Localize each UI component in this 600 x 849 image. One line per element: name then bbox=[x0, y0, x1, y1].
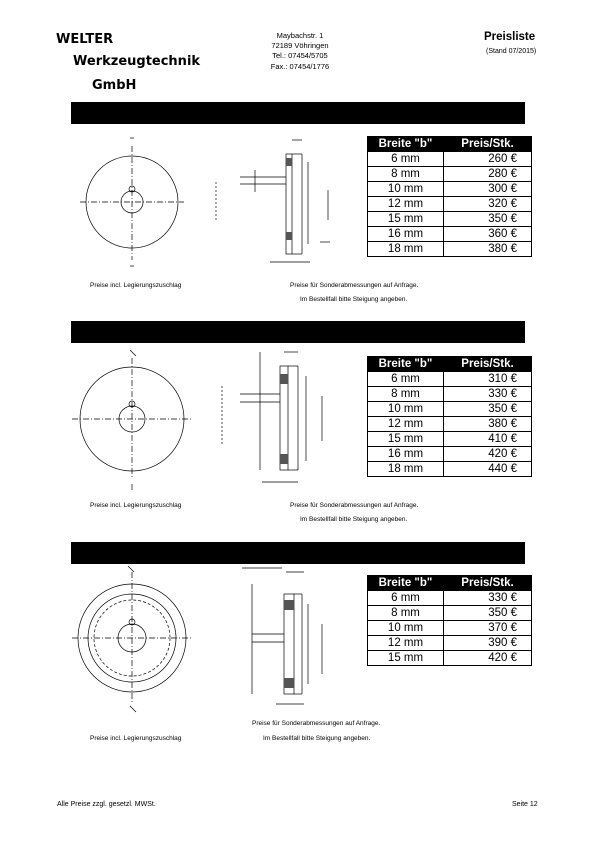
column-header-width: Breite "b" bbox=[368, 137, 444, 152]
section-1-drawing bbox=[80, 132, 370, 278]
footer-vat-note: Alle Preise zzgl. gesetzl. MWSt. bbox=[57, 801, 156, 808]
address-street: Maybachstr. 1 bbox=[276, 31, 324, 40]
width-cell: 6 mm bbox=[368, 152, 444, 167]
width-cell: 8 mm bbox=[368, 167, 444, 182]
table-row bbox=[368, 242, 532, 257]
width-cell: 12 mm bbox=[368, 197, 444, 212]
width-cell: 6 mm bbox=[368, 372, 444, 387]
company-name-line2: Werkzeugtechnik bbox=[73, 54, 201, 69]
column-header-price: Preis/Stk. bbox=[444, 576, 532, 591]
table-row bbox=[368, 212, 532, 227]
table-row bbox=[368, 152, 532, 167]
width-cell: 12 mm bbox=[368, 636, 444, 651]
price-cell: 360 € bbox=[444, 227, 532, 242]
company-address bbox=[240, 31, 360, 72]
note-special-sizes: Preise für Sonderabmessungen auf Anfrage. bbox=[290, 502, 419, 509]
column-header-price: Preis/Stk. bbox=[444, 357, 532, 372]
width-cell: 8 mm bbox=[368, 606, 444, 621]
table-row bbox=[368, 636, 532, 651]
price-cell: 380 € bbox=[444, 417, 532, 432]
table-row bbox=[368, 372, 532, 387]
price-cell: 420 € bbox=[444, 651, 532, 666]
price-cell: 380 € bbox=[444, 242, 532, 257]
section-1-bar bbox=[71, 102, 525, 124]
column-header-width: Breite "b" bbox=[368, 576, 444, 591]
table-row bbox=[368, 167, 532, 182]
width-cell: 6 mm bbox=[368, 591, 444, 606]
table-row bbox=[368, 606, 532, 621]
table-row bbox=[368, 621, 532, 636]
width-cell: 8 mm bbox=[368, 387, 444, 402]
price-date: (Stand 07/2015) bbox=[486, 48, 537, 55]
note-alloy-surcharge: Preise incl. Legierungszuschlag bbox=[90, 282, 182, 289]
table-row bbox=[368, 417, 532, 432]
width-cell: 10 mm bbox=[368, 402, 444, 417]
width-cell: 18 mm bbox=[368, 462, 444, 477]
section-3-drawing bbox=[72, 564, 362, 714]
address-phone: Tel.: 07454/5705 bbox=[272, 51, 328, 61]
price-cell: 350 € bbox=[444, 212, 532, 227]
page-number: Seite 12 bbox=[512, 801, 538, 808]
price-cell: 350 € bbox=[444, 606, 532, 621]
price-cell: 420 € bbox=[444, 447, 532, 462]
price-cell: 390 € bbox=[444, 636, 532, 651]
note-alloy-surcharge: Preise incl. Legierungszuschlag bbox=[90, 735, 182, 742]
price-cell: 330 € bbox=[444, 591, 532, 606]
table-row bbox=[368, 432, 532, 447]
table-row bbox=[368, 591, 532, 606]
price-cell: 260 € bbox=[444, 152, 532, 167]
note-pitch: Im Bestellfall bitte Steigung angeben. bbox=[263, 735, 371, 742]
address-city: 72189 Vöhringen bbox=[271, 41, 329, 51]
note-pitch: Im Bestellfall bitte Steigung angeben. bbox=[300, 296, 408, 303]
table-row bbox=[368, 462, 532, 477]
width-cell: 15 mm bbox=[368, 651, 444, 666]
price-cell: 330 € bbox=[444, 387, 532, 402]
table-row bbox=[368, 651, 532, 666]
address-fax: Fax.: 07454/1776 bbox=[270, 61, 330, 71]
price-cell: 440 € bbox=[444, 462, 532, 477]
width-cell: 16 mm bbox=[368, 227, 444, 242]
section-3-bar bbox=[71, 542, 525, 564]
table-header-row bbox=[368, 357, 532, 372]
table-row bbox=[368, 402, 532, 417]
price-table-2 bbox=[367, 356, 532, 477]
page-title: Preisliste bbox=[484, 31, 536, 43]
column-header-width: Breite "b" bbox=[368, 357, 444, 372]
table-header-row bbox=[368, 137, 532, 152]
table-row bbox=[368, 387, 532, 402]
price-cell: 350 € bbox=[444, 402, 532, 417]
table-row bbox=[368, 197, 532, 212]
column-header-price: Preis/Stk. bbox=[444, 137, 532, 152]
price-cell: 370 € bbox=[444, 621, 532, 636]
width-cell: 15 mm bbox=[368, 212, 444, 227]
section-2-bar bbox=[71, 321, 525, 343]
note-pitch: Im Bestellfall bitte Steigung angeben. bbox=[300, 516, 408, 523]
note-special-sizes: Preise für Sonderabmessungen auf Anfrage. bbox=[252, 720, 381, 727]
width-cell: 10 mm bbox=[368, 621, 444, 636]
width-cell: 16 mm bbox=[368, 447, 444, 462]
price-cell: 300 € bbox=[444, 182, 532, 197]
price-cell: 310 € bbox=[444, 372, 532, 387]
table-row bbox=[368, 447, 532, 462]
table-row bbox=[368, 227, 532, 242]
company-name-line1: WELTER bbox=[56, 32, 114, 47]
table-header-row bbox=[368, 576, 532, 591]
price-cell: 410 € bbox=[444, 432, 532, 447]
note-alloy-surcharge: Preise incl. Legierungszuschlag bbox=[90, 502, 182, 509]
price-cell: 320 € bbox=[444, 197, 532, 212]
width-cell: 18 mm bbox=[368, 242, 444, 257]
price-cell: 280 € bbox=[444, 167, 532, 182]
table-row bbox=[368, 182, 532, 197]
price-table-3 bbox=[367, 575, 532, 666]
price-table-1 bbox=[367, 136, 532, 257]
company-name-line3: GmbH bbox=[92, 78, 137, 93]
note-special-sizes: Preise für Sonderabmessungen auf Anfrage. bbox=[290, 282, 419, 289]
width-cell: 15 mm bbox=[368, 432, 444, 447]
section-2-drawing bbox=[72, 346, 362, 496]
width-cell: 10 mm bbox=[368, 182, 444, 197]
width-cell: 12 mm bbox=[368, 417, 444, 432]
